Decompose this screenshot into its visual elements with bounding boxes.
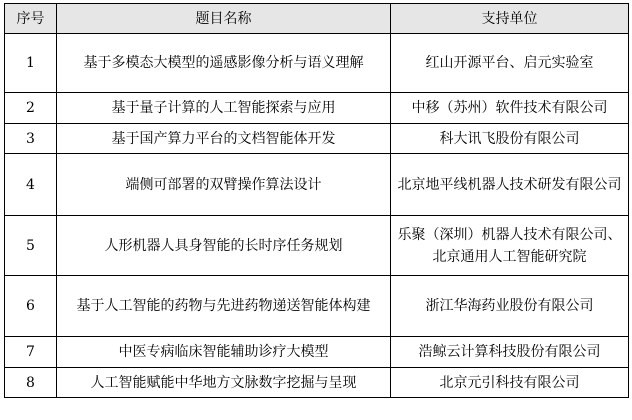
cell-title: 人形机器人具身智能的长时序任务规划 [57,216,391,276]
project-table [4,3,629,398]
table-row [5,276,629,337]
header-unit: 支持单位 [391,4,629,34]
table-row [5,154,629,216]
cell-no: 3 [5,124,57,154]
table-row [5,124,629,154]
cell-unit: 乐聚（深圳）机器人技术有限公司、北京通用人工智能研究院 [391,216,629,276]
cell-title: 人工智能赋能中华地方文脉数字挖掘与呈现 [57,368,391,398]
cell-title: 基于人工智能的药物与先进药物递送智能体构建 [57,276,391,337]
table-row [5,34,629,93]
header-row [5,4,629,34]
cell-unit: 浙江华海药业股份有限公司 [391,276,629,337]
cell-unit: 红山开源平台、启元实验室 [391,34,629,93]
cell-no: 4 [5,154,57,216]
cell-no: 6 [5,276,57,337]
header-title: 题目名称 [57,4,391,34]
header-no: 序号 [5,4,57,34]
table-row [5,368,629,398]
cell-title: 中医专病临床智能辅助诊疗大模型 [57,337,391,368]
cell-unit: 科大讯飞股份有限公司 [391,124,629,154]
cell-no: 7 [5,337,57,368]
table-row [5,216,629,276]
cell-unit: 北京地平线机器人技术研发有限公司 [391,154,629,216]
cell-title: 基于多模态大模型的遥感影像分析与语义理解 [57,34,391,93]
cell-unit: 浩鲸云计算科技股份有限公司 [391,337,629,368]
cell-title: 基于国产算力平台的文档智能体开发 [57,124,391,154]
cell-unit: 中移（苏州）软件技术有限公司 [391,93,629,124]
cell-title: 端侧可部署的双臂操作算法设计 [57,154,391,216]
table-row [5,93,629,124]
cell-no: 2 [5,93,57,124]
table-row [5,337,629,368]
cell-no: 1 [5,34,57,93]
cell-no: 8 [5,368,57,398]
cell-unit: 北京元引科技有限公司 [391,368,629,398]
cell-title: 基于量子计算的人工智能探索与应用 [57,93,391,124]
cell-no: 5 [5,216,57,276]
